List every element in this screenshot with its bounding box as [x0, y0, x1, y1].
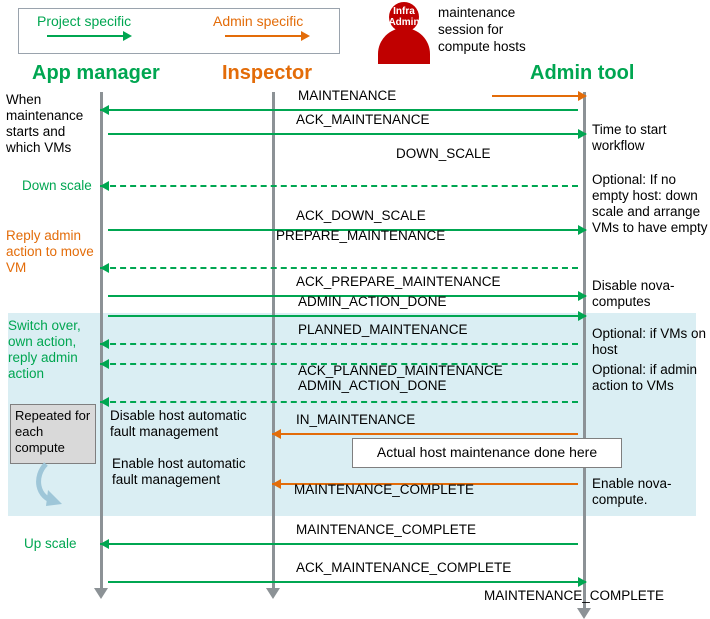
- message-m15-label: MAINTENANCE_COMPLETE: [484, 588, 665, 603]
- note-disable-nova-computes: Disable nova-computes: [592, 278, 675, 309]
- message-m10-label: ADMIN_ACTION_DONE: [298, 378, 447, 393]
- note-optional-admin-action: Optional: if admin action to VMs: [592, 362, 698, 393]
- message-m3: [100, 146, 586, 192]
- actor-caption: maintenance session for compute hosts: [438, 5, 526, 54]
- message-m9: [100, 358, 586, 378]
- message-maintenance-session: [492, 90, 588, 102]
- message-m4-label: ACK_DOWN_SCALE: [296, 208, 426, 223]
- message-m5: [100, 228, 586, 274]
- lifeline-end-arrow-app-manager: [94, 588, 108, 599]
- message-m2-label: ACK_MAINTENANCE: [296, 112, 430, 127]
- message-m12: [272, 478, 586, 497]
- message-m14: [100, 560, 586, 588]
- lifeline-title-app-manager: App manager: [32, 62, 160, 84]
- lifeline-end-arrow-admin-tool: [577, 608, 591, 619]
- note-optional-empty-host: Optional: If no empty host: down scale and arrange VMs to have empty: [592, 172, 708, 235]
- lifeline-admin-tool: [583, 92, 586, 609]
- admin-avatar: [378, 2, 430, 64]
- lifeline-title-admin-tool: Admin tool: [530, 62, 635, 84]
- note-switch-over: Switch over, own action, reply admin action: [8, 318, 81, 381]
- message-m8: [100, 322, 586, 350]
- message-m2: [100, 112, 586, 140]
- message-m7: [100, 294, 586, 322]
- note-disable-fault-management: Disable host automatic fault management: [110, 408, 247, 439]
- note-optional-vms-on-host: Optional: if VMs on host: [592, 326, 707, 357]
- note-when-maintenance-starts: When maintenance starts and which VMs: [6, 92, 84, 155]
- message-m5-label: PREPARE_MAINTENANCE: [276, 228, 446, 243]
- message-m13: [100, 522, 586, 550]
- message-m6-label: ACK_PREPARE_MAINTENANCE: [296, 274, 501, 289]
- note-up-scale: Up scale: [24, 536, 77, 551]
- message-m10: [100, 378, 586, 408]
- note-enable-fault-management: Enable host automatic fault management: [112, 456, 246, 487]
- message-m1-label: MAINTENANCE: [298, 88, 397, 103]
- repeat-loop-label: Repeated for each compute: [10, 404, 96, 464]
- message-m3-label: DOWN_SCALE: [396, 146, 491, 161]
- legend-project-label: Project specific: [37, 13, 132, 29]
- message-m7-label: ADMIN_ACTION_DONE: [298, 294, 447, 309]
- message-m8-label: PLANNED_MAINTENANCE: [298, 322, 468, 337]
- message-m12-label: MAINTENANCE_COMPLETE: [294, 482, 475, 497]
- lifeline-title-inspector: Inspector: [222, 62, 313, 84]
- legend-admin-label: Admin specific: [213, 13, 304, 29]
- message-m11-label: IN_MAINTENANCE: [296, 412, 416, 427]
- avatar-body: [378, 28, 430, 64]
- note-reply-admin-action: Reply admin action to move VM: [6, 228, 94, 275]
- message-m9-label: ACK_PLANNED_MAINTENANCE: [298, 363, 503, 378]
- loop-arrow-icon: [36, 462, 84, 506]
- actual-maintenance-box: Actual host maintenance done here: [352, 438, 622, 468]
- legend-box: [18, 8, 340, 54]
- avatar-label: Infra Admin: [388, 6, 420, 28]
- note-enable-nova-compute: Enable nova-compute.: [592, 476, 672, 507]
- message-m14-label: ACK_MAINTENANCE_COMPLETE: [296, 560, 512, 575]
- note-time-to-start-workflow: Time to start workflow: [592, 122, 667, 153]
- note-down-scale: Down scale: [22, 178, 92, 193]
- lifeline-end-arrow-inspector: [266, 588, 280, 599]
- message-m13-label: MAINTENANCE_COMPLETE: [296, 522, 477, 537]
